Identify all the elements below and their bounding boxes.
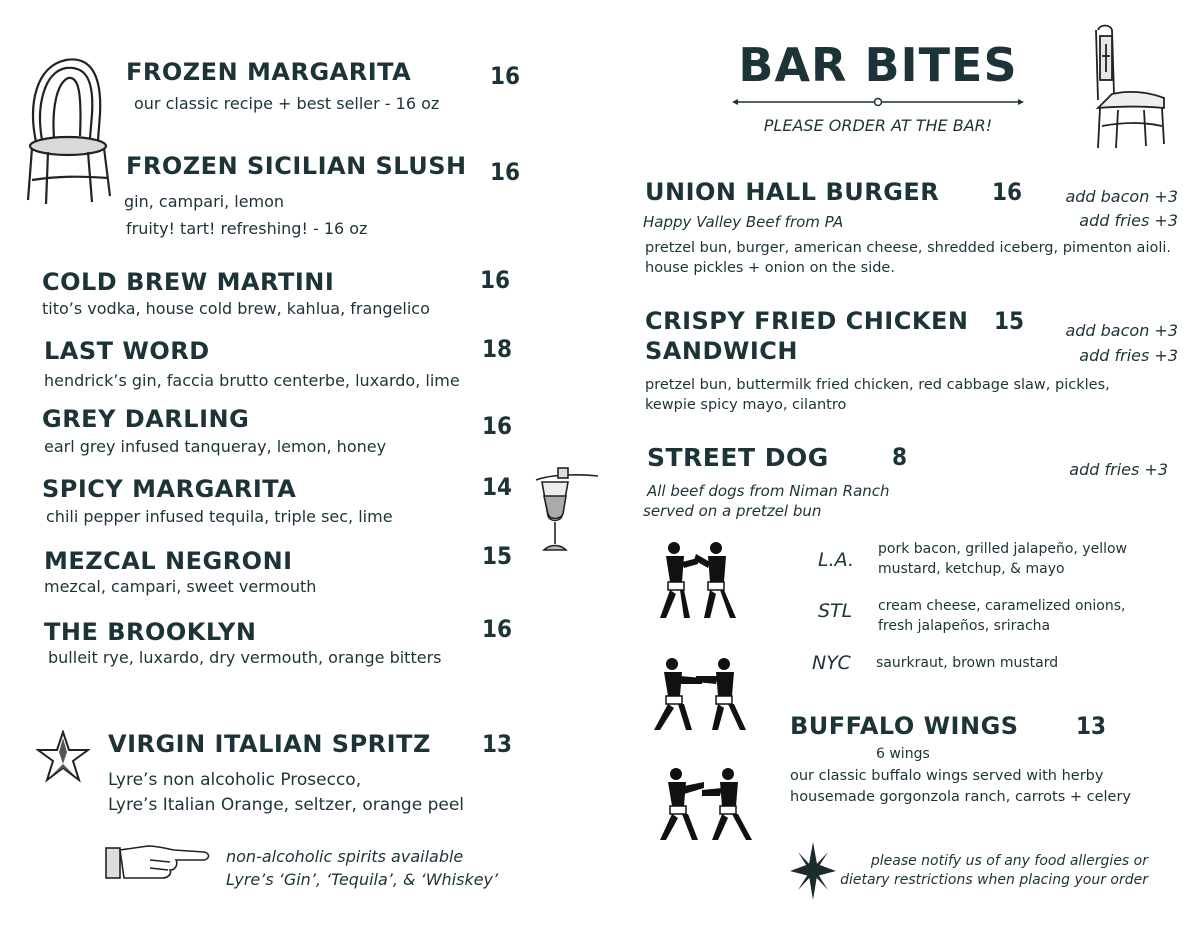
style-desc-stl-1: cream cheese, caramelized onions, (878, 598, 1126, 614)
wings-desc-2: housemade gorgonzola ranch, carrots + celery (790, 789, 1132, 805)
burger-add-bacon: add bacon +3 (1065, 187, 1178, 206)
mezcal-negroni-name: MEZCAL NEGRONI (44, 547, 293, 575)
last-word-price: 18 (482, 335, 513, 363)
grey-darling-price: 16 (482, 412, 513, 440)
burger-add-fries: add fries +3 (1079, 211, 1178, 230)
street-dog-source-2: served on a pretzel bun (643, 502, 822, 520)
frozen-sicilian-desc-2: fruity! tart! refreshing! - 16 oz (126, 219, 368, 238)
style-city-la: L.A. (818, 549, 855, 571)
virgin-spritz-price: 13 (482, 730, 513, 758)
spicy-margarita-desc: chili pepper infused tequila, triple sec, lime (46, 507, 393, 526)
burger-name: UNION HALL BURGER (645, 178, 940, 206)
style-desc-la-1: pork bacon, grilled jalapeño, yellow (878, 541, 1127, 557)
boxers-icon (644, 538, 750, 622)
style-desc-la-2: mustard, ketchup, & mayo (878, 561, 1065, 577)
burger-price: 16 (992, 178, 1023, 206)
star-icon (36, 730, 90, 784)
sparkle-star-icon (790, 842, 836, 900)
brooklyn-price: 16 (482, 615, 513, 643)
mezcal-negroni-desc: mezcal, campari, sweet vermouth (44, 577, 317, 596)
mezcal-negroni-price: 15 (482, 542, 513, 570)
frozen-sicilian-desc-1: gin, campari, lemon (124, 192, 285, 211)
chicken-desc-1: pretzel bun, buttermilk fried chicken, red cabbage slaw, pickles, (645, 377, 1110, 393)
street-dog-add-fries: add fries +3 (1069, 460, 1168, 479)
chicken-desc-2: kewpie spicy mayo, cilantro (645, 397, 847, 413)
virgin-spritz-desc-1: Lyre’s non alcoholic Prosecco, (108, 770, 362, 790)
frozen-margarita-price: 16 (490, 62, 521, 90)
frozen-sicilian-price: 16 (490, 158, 521, 186)
frozen-margarita-desc: our classic recipe + best seller - 16 oz (134, 94, 440, 113)
cold-brew-desc: tito’s vodka, house cold brew, kahlua, frangelico (42, 299, 430, 318)
spicy-margarita-name: SPICY MARGARITA (42, 475, 297, 503)
virgin-spritz-name: VIRGIN ITALIAN SPRITZ (108, 730, 431, 758)
allergy-note-1: please notify us of any food allergies or (870, 853, 1148, 869)
chicken-name-1: CRISPY FRIED CHICKEN (645, 307, 969, 335)
style-desc-nyc-1: saurkraut, brown mustard (876, 655, 1059, 671)
brooklyn-desc: bulleit rye, luxardo, dry vermouth, orange bitters (48, 648, 442, 667)
wings-desc-1: our classic buffalo wings served with herby (790, 768, 1104, 784)
grey-darling-desc: earl grey infused tanqueray, lemon, honey (44, 437, 387, 456)
wings-count: 6 wings (876, 746, 930, 762)
chicken-add-fries: add fries +3 (1079, 346, 1178, 365)
last-word-name: LAST WORD (44, 337, 210, 365)
wings-name: BUFFALO WINGS (790, 712, 1019, 740)
burger-desc-2: house pickles + onion on the side. (645, 260, 895, 276)
boxers-icon (648, 764, 760, 844)
street-dog-source-1: All beef dogs from Niman Ranch (647, 482, 890, 500)
chicken-name-2: SANDWICH (645, 337, 798, 365)
absinthe-glass-icon (532, 466, 602, 556)
burger-source: Happy Valley Beef from PA (643, 213, 844, 231)
last-word-desc: hendrick’s gin, faccia brutto centerbe, luxardo, lime (44, 371, 460, 390)
ornate-chair-icon (1084, 22, 1170, 152)
spicy-margarita-price: 14 (482, 473, 513, 501)
frozen-margarita-name: FROZEN MARGARITA (126, 58, 412, 86)
non-alcoholic-note-1: non-alcoholic spirits available (226, 847, 464, 866)
order-at-bar-note: PLEASE ORDER AT THE BAR! (763, 116, 993, 135)
chicken-add-bacon: add bacon +3 (1065, 321, 1178, 340)
burger-desc-1: pretzel bun, burger, american cheese, shredded iceberg, pimenton aioli. (645, 240, 1172, 256)
frozen-sicilian-name: FROZEN SICILIAN SLUSH (126, 152, 467, 180)
boxers-icon (644, 654, 754, 734)
street-dog-price: 8 (892, 443, 908, 471)
non-alcoholic-note-2: Lyre’s ‘Gin’, ‘Tequila’, & ‘Whiskey’ (226, 870, 499, 889)
virgin-spritz-desc-2: Lyre’s Italian Orange, seltzer, orange peel (108, 795, 465, 815)
street-dog-name: STREET DOG (647, 443, 829, 472)
pointing-hand-icon (104, 840, 212, 884)
cold-brew-name: COLD BREW MARTINI (42, 268, 335, 296)
bentwood-chair-icon (18, 54, 118, 204)
page-title: BAR BITES (738, 38, 1018, 92)
wings-price: 13 (1076, 712, 1107, 740)
grey-darling-name: GREY DARLING (42, 405, 250, 433)
cold-brew-price: 16 (480, 266, 511, 294)
style-desc-stl-2: fresh jalapeños, sriracha (878, 618, 1051, 634)
chicken-price: 15 (994, 307, 1025, 335)
style-city-nyc: NYC (812, 652, 851, 674)
allergy-note-2: dietary restrictions when placing your order (840, 872, 1148, 888)
title-divider (732, 96, 1024, 108)
style-city-stl: STL (818, 600, 853, 622)
brooklyn-name: THE BROOKLYN (44, 618, 257, 646)
